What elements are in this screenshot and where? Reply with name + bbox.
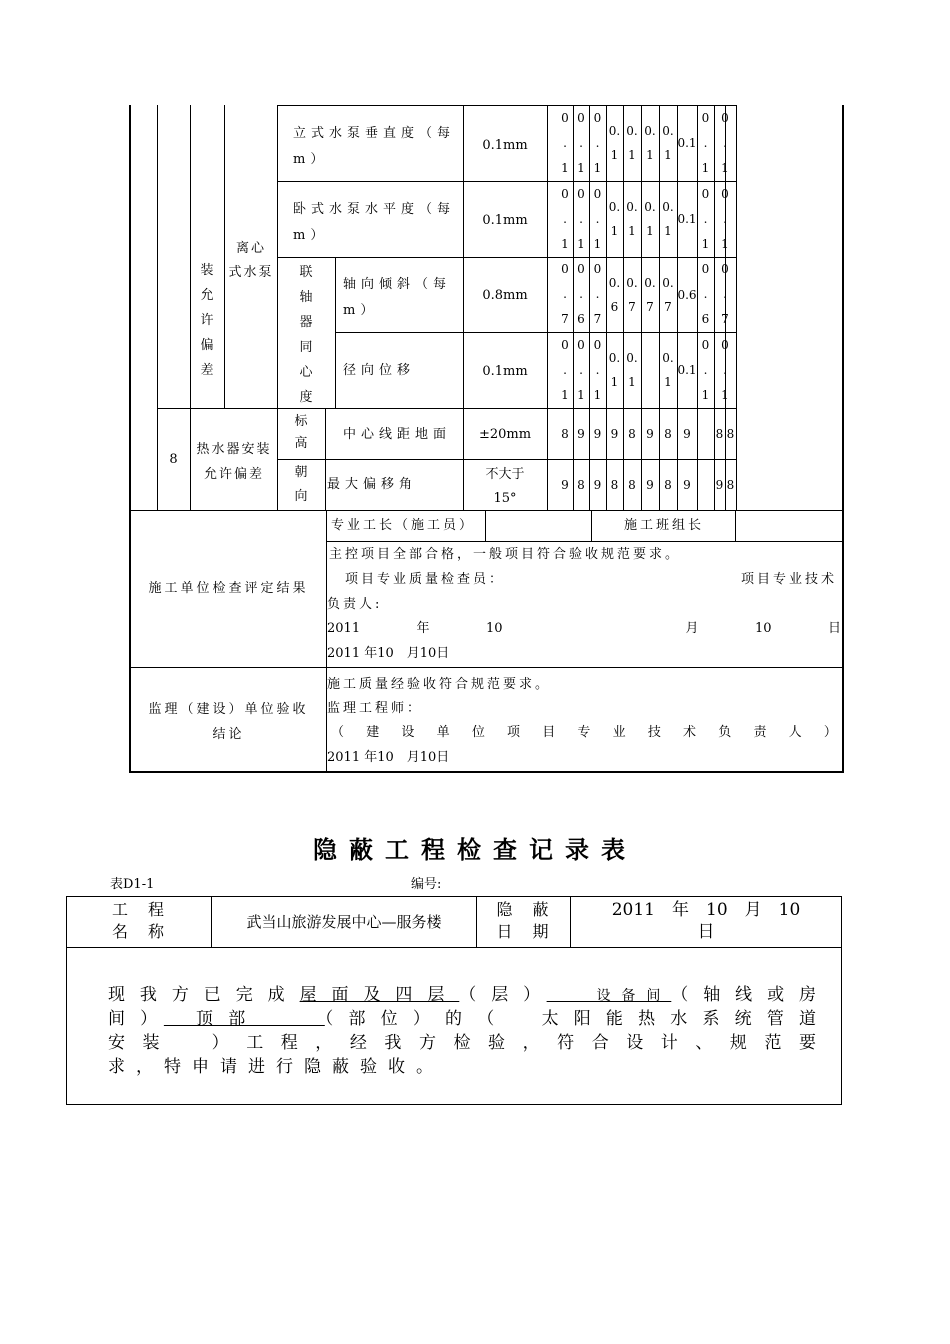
owner-line-char: 目: [542, 725, 556, 740]
supervision-date: 2011 年10 月10日: [327, 750, 450, 765]
measured-value: 0.1: [677, 136, 697, 150]
measured-value: 0 . 1: [577, 110, 585, 175]
project-name-label: 工 程 名 称: [111, 900, 166, 941]
item-horizontal-pump: 卧式水泵水平度（每 m）: [293, 202, 456, 243]
construction-result-label: 施工单位检查评定结果: [148, 581, 309, 596]
allow-2: 0.8mm: [482, 288, 528, 303]
measured-value: 8: [628, 477, 636, 492]
measured-value: 9: [683, 477, 691, 492]
measured-value: 0 . 7: [593, 262, 602, 326]
foreman-label: 专业工长（施工员）: [331, 518, 476, 533]
measured-value: 0 . 6: [577, 262, 585, 326]
measured-value: 0. 1: [608, 351, 621, 389]
measured-value: 8: [664, 426, 672, 441]
measured-value: 9: [646, 477, 654, 492]
measured-value: 9: [610, 426, 619, 441]
supervision-line-1: 施工质量经验收符合规范要求。: [327, 677, 552, 692]
measured-value: 0. 1: [608, 124, 621, 162]
measured-value: 0 . 1: [701, 186, 710, 251]
measured-value: 8: [726, 477, 735, 492]
measured-value: 0. 7: [662, 275, 674, 314]
statement-line-1: 现我方已完成屋面及四层（层） 设备间（轴线或房: [108, 985, 821, 1005]
measured-value: 0. 1: [662, 200, 674, 238]
measured-value: 0.1: [677, 212, 697, 226]
measured-value: 8: [628, 426, 636, 441]
supervision-label: 监理（建设）单位验收 结论: [148, 702, 309, 742]
measured-value: 0 . 7: [721, 262, 729, 326]
owner-line-char: 设: [401, 725, 415, 740]
room-field: 设备间: [546, 988, 672, 1004]
item-radial-offset: 径向位移: [343, 363, 416, 378]
floor-field: 屋面及四层: [299, 985, 460, 1005]
statement-line-3: 安装 ）工程，经我方检验，符合设计、规范要: [108, 1033, 820, 1053]
measured-value: 0 . 1: [593, 110, 602, 175]
measured-value: 8: [561, 426, 569, 441]
statement-line-2: 间） 顶部 （部位）的（ 太阳能热水系统管道: [108, 1009, 821, 1029]
measured-value: 9: [715, 477, 724, 492]
allow-5: 不大于 15°: [485, 467, 525, 506]
owner-line-char: 技: [647, 725, 661, 740]
hidden-date-value: 2011 年 10 月 10 日: [611, 900, 801, 942]
allow-1: 0.1mm: [482, 213, 528, 228]
measured-value: 0 . 1: [721, 110, 729, 175]
sub-label-orientation: 朝 向: [294, 465, 308, 504]
measured-value: 0. 1: [608, 200, 621, 238]
measured-value: 0 . 1: [593, 186, 602, 251]
measured-value: 9: [577, 426, 585, 441]
measured-value: 9: [561, 477, 569, 492]
measured-value: 0. 1: [626, 351, 638, 389]
measured-value: 0 . 1: [721, 337, 729, 402]
measured-value: 0 . 6: [701, 262, 710, 326]
measured-value: 0 . 1: [561, 186, 569, 251]
measured-value: 0 . 1: [561, 337, 569, 402]
owner-line-char: 建: [366, 725, 380, 740]
measured-value: 8: [610, 477, 619, 492]
measured-value: 0. 6: [608, 275, 621, 314]
form-no: 表D1-1: [110, 877, 155, 892]
tech-lead-label: 项目专业技术: [741, 572, 838, 587]
quality-inspector-label: 项目专业质量检查员：: [345, 572, 506, 587]
measured-value: 8: [726, 426, 735, 441]
heater-no: 8: [169, 452, 178, 467]
measured-value: 0 . 1: [701, 110, 710, 175]
allow-0: 0.1mm: [482, 138, 528, 153]
owner-line-char: 位: [471, 725, 485, 740]
measured-value: 0 . 1: [577, 337, 585, 402]
hidden-date-label: 隐 蔽 日 期: [496, 900, 551, 941]
hidden-record-title: 隐蔽工程检查记录表: [313, 836, 637, 864]
owner-line-char: ）: [823, 725, 837, 740]
owner-line-char: 负: [718, 725, 732, 740]
measured-value: 0.6: [677, 287, 697, 302]
sub-label-elevation: 标 高: [294, 414, 308, 451]
item-axial-tilt: 轴向倾斜（每 m）: [343, 277, 452, 318]
team-leader-label: 施工班组长: [624, 518, 705, 533]
group-label: 装 允 许 偏 差: [200, 263, 214, 378]
heater-label: 热水器安装 允许偏差: [196, 442, 272, 482]
measured-value: 9: [646, 426, 654, 441]
owner-line-char: 单: [436, 725, 450, 740]
measured-value: 0 . 7: [561, 262, 569, 326]
item-max-offset: 最大偏移角: [327, 477, 418, 492]
measured-value: 8: [577, 477, 585, 492]
measured-value: 0. 1: [626, 124, 638, 162]
owner-line-char: 术: [683, 725, 697, 740]
owner-line-char: 业: [612, 725, 626, 740]
owner-line-char: 人: [788, 725, 802, 740]
measured-value: 0 . 1: [593, 337, 602, 402]
measured-value: 9: [593, 477, 602, 492]
supervision-owner-line: [331, 725, 837, 740]
project-name-value: 武当山旅游发展中心—服务楼: [246, 913, 442, 931]
measured-value: 0.1: [677, 363, 697, 377]
owner-line-char: （: [331, 725, 345, 740]
measured-value: 0. 1: [626, 200, 638, 238]
statement-line-4: 求，特申请进行隐蔽验收。: [108, 1057, 444, 1077]
item-vertical-pump: 立式水泵垂直度（每 m）: [293, 126, 456, 167]
construction-date: 2011 年10 月10日: [327, 646, 450, 661]
measured-value: 0. 1: [644, 124, 656, 162]
part-field: 顶部: [163, 1009, 325, 1029]
owner-line-char: 项: [507, 725, 521, 740]
measured-value: 0. 7: [644, 275, 656, 314]
measured-value: 8: [664, 477, 672, 492]
measured-value: 9: [593, 426, 602, 441]
supervision-engineer-label: 监理工程师：: [327, 701, 424, 716]
allow-3: 0.1mm: [482, 364, 528, 379]
construction-result-line-1: 主控项目全部合格，一般项目符合验收规范要求。: [329, 547, 682, 562]
measured-value: 0. 1: [662, 351, 674, 389]
measured-value: 0 . 1: [561, 110, 569, 175]
measured-value: 0. 7: [626, 275, 638, 314]
measured-value: 9: [683, 426, 691, 441]
owner-line-char: 责: [753, 725, 767, 740]
measured-value: 0. 1: [662, 124, 674, 162]
owner-line-char: 专: [577, 725, 591, 740]
measured-value: 0. 1: [644, 200, 656, 238]
serial-label: 编号:: [411, 877, 442, 892]
responsible-label: 负责人:: [327, 597, 383, 612]
allow-4: ±20mm: [478, 427, 532, 442]
measured-value: 0 . 1: [701, 337, 710, 402]
measured-value: 8: [715, 426, 724, 441]
pump-label: 离心 式水泵: [228, 241, 274, 280]
item-center-height: 中心线距地面: [343, 427, 452, 442]
construction-date-spread: 2011 年 10 月 10 日: [327, 621, 841, 636]
measured-value: 0 . 1: [721, 186, 729, 251]
coupling-label: 联 轴 器 同 心 度: [299, 265, 313, 405]
measured-value: 0 . 1: [577, 186, 585, 251]
